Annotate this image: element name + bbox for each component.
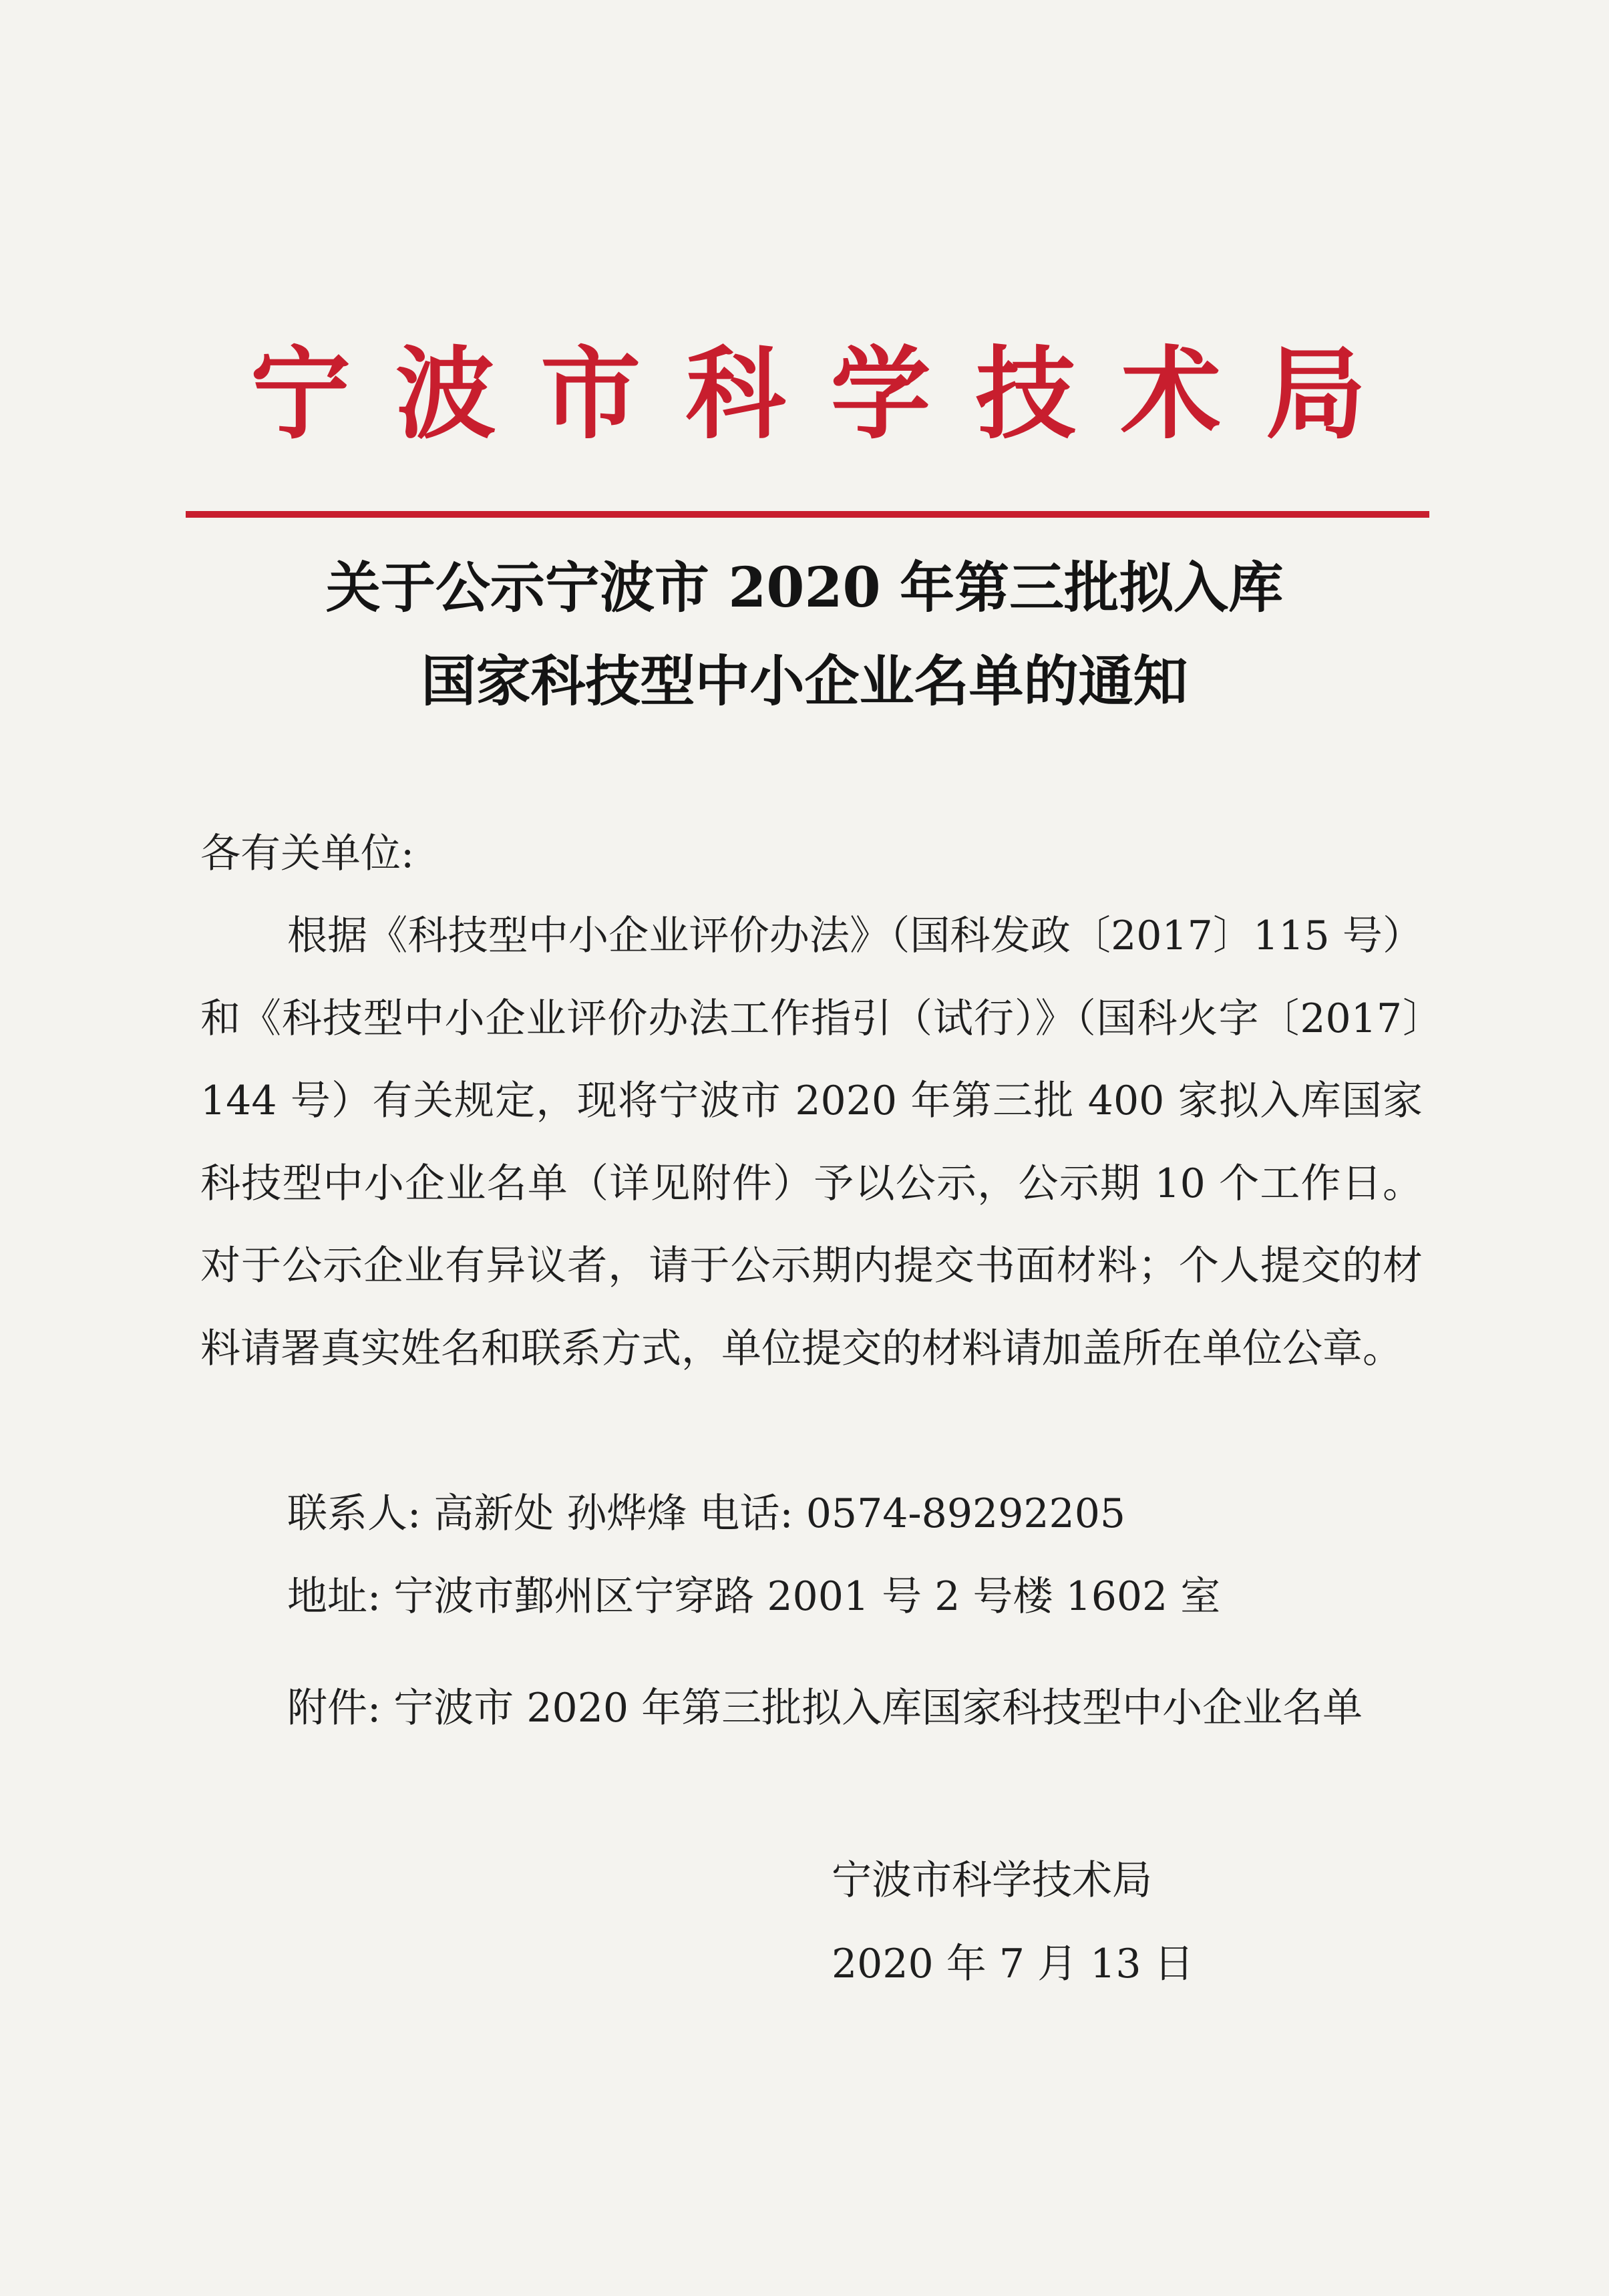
- attachment-note: 附件: 宁波市 2020 年第三批拟入库国家科技型中小企业名单: [287, 1685, 1363, 1732]
- letterhead-char: 市: [540, 335, 641, 453]
- signature-date: 2020 年 7 月 13 日: [832, 1941, 1194, 1987]
- address-info: 地址: 宁波市鄞州区宁穿路 2001 号 2 号楼 1602 室: [287, 1573, 1221, 1620]
- letterhead-char: 学: [830, 335, 931, 453]
- letterhead-char: 技: [975, 335, 1076, 453]
- salutation: 各有关单位:: [200, 830, 415, 877]
- contact-info: 联系人: 高新处 孙烨烽 电话: 0574-89292205: [287, 1490, 1126, 1537]
- letterhead-char: 宁: [250, 335, 351, 453]
- letterhead-char: 波: [395, 335, 496, 453]
- letterhead-char: 局: [1265, 335, 1366, 453]
- document-title-line-1: 关于公示宁波市 2020 年第三批拟入库: [325, 556, 1284, 620]
- organization-letterhead: [247, 334, 1369, 454]
- letterhead-char: 科: [685, 335, 786, 453]
- document-title-line-2: 国家科技型中小企业名单的通知: [421, 649, 1188, 713]
- signature-organization: 宁波市科学技术局: [832, 1857, 1152, 1904]
- letterhead-divider: [186, 511, 1429, 518]
- letterhead-char: 术: [1120, 335, 1221, 453]
- main-paragraph: 根据《科技型中小企业评价办法》（国科发政〔2017〕115 号）和《科技型中小企业评价办法工作指引（试行）》（国科火字〔2017〕144 号）有关规定，现将宁波市 2020 年第三批 400 家拟入库国家科技型中小企业名单（详见附件）予以公示，公示期 10 个工作日。对于公示企业有异议者，请于公示期内提交书面材料；个人提交的材料请署真实姓名和联系方式，单位提交的材料请加盖所在单位公章。: [200, 913, 1423, 1372]
